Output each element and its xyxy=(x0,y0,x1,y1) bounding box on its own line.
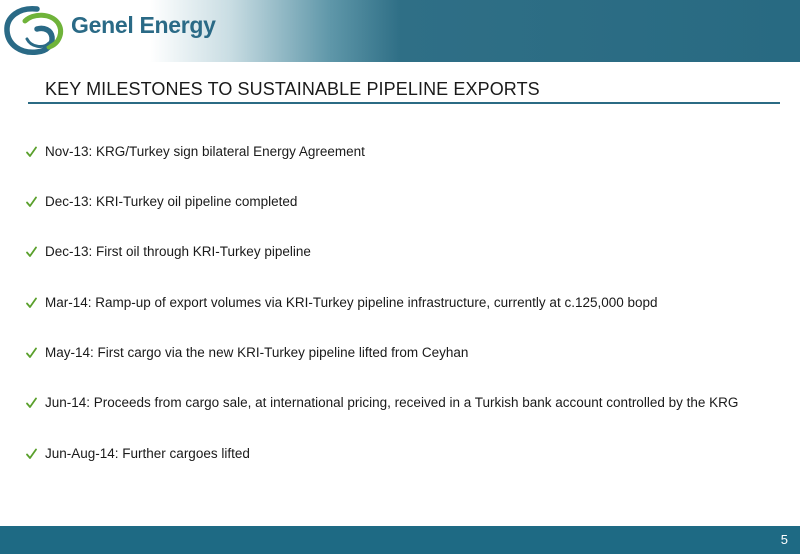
list-item-text: Jun-Aug-14: Further cargoes lifted xyxy=(45,446,250,461)
page-number: 5 xyxy=(780,532,788,547)
list-item-text: Mar-14: Ramp-up of export volumes via KRI-Turkey pipeline infrastructure, currently at c.125,000 bopd xyxy=(45,295,658,310)
list-item-text: Dec-13: First oil through KRI-Turkey pipeline xyxy=(45,244,311,259)
check-icon xyxy=(26,196,37,208)
check-icon xyxy=(26,297,37,309)
logo-swirl-icon xyxy=(3,3,73,57)
footer-band xyxy=(0,526,800,554)
slide-title: KEY MILESTONES TO SUSTAINABLE PIPELINE EXPORTS xyxy=(45,79,540,99)
title-divider xyxy=(28,102,780,104)
list-item-text: Dec-13: KRI-Turkey oil pipeline completed xyxy=(45,194,298,209)
check-icon xyxy=(26,146,37,158)
genel-energy-logo xyxy=(3,3,223,57)
logo-wordmark: Genel Energy xyxy=(71,12,216,38)
list-item-text: Jun-14: Proceeds from cargo sale, at international pricing, received in a Turkish bank account controlled by the KRG xyxy=(45,395,739,410)
check-icon xyxy=(26,397,37,409)
list-item-text: Nov-13: KRG/Turkey sign bilateral Energy Agreement xyxy=(45,144,365,159)
check-icon xyxy=(26,448,37,460)
list-item-text: May-14: First cargo via the new KRI-Turkey pipeline lifted from Ceyhan xyxy=(45,345,469,360)
check-icon xyxy=(26,347,37,359)
check-icon xyxy=(26,246,37,258)
